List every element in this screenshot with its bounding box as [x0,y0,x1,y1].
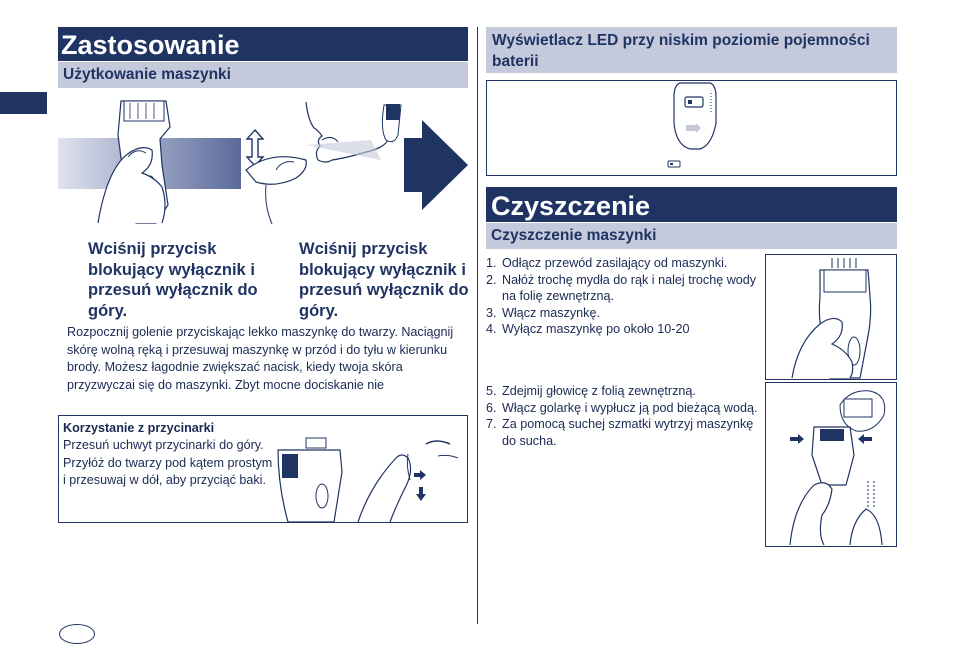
shaver-soap-illustration [772,256,890,378]
cleaning-step: 6. Włącz golarkę i wypłucz ją pod bieżącą wodą. [486,400,758,415]
cleaning-step: 2. Nałóż trochę mydła do rąk i nalej trochę wody na folię zewnętrzną. [486,272,757,303]
column-divider [477,27,478,624]
face-shaving-illustration [246,100,406,225]
trimmer-paragraph: Przesuń uchwyt przycinarki do góry. Przyłóż do twarzy pod kątem prostym i przesuwaj w dół, aby przyciąć baki. [63,438,273,487]
step-instruction-a: Wciśnij przycisk blokujący wyłącznik i przesuń wyłącznik do góry. [88,240,258,320]
section-title-usage: Zastosowanie [58,27,468,61]
cleaning-steps-group-2 [486,383,758,449]
cleaning-steps-group-1 [486,255,758,338]
section-subtitle-shaver-use: Użytkowanie maszynki [58,62,468,88]
shaver-rinse-illustration [770,385,894,545]
cleaning-step: 7. Za pomocą suchej szmatki wytrzyj maszynkę do sucha. [486,417,754,448]
section-subtitle-cleaning-shaver: Czyszczenie maszynki [486,223,897,249]
section-title-cleaning: Czyszczenie [486,187,897,222]
step-instruction-b: Wciśnij przycisk blokujący wyłącznik i przesuń wyłącznik do góry. [299,240,469,320]
led-shaver-illustration [670,83,720,173]
cleaning-step: 1. Odłącz przewód zasilający od maszynki. [486,256,728,270]
shaver-in-hand-illustration [58,95,248,225]
cleaning-step: 4. Wyłącz maszynkę po około 10-20 [486,322,690,336]
left-arrow-icon [858,434,872,444]
led-display-title: Wyświetlacz LED przy niskim poziomie pojemności baterii [486,27,897,73]
page-number-oval [59,624,95,644]
trimmer-illustration [278,436,468,522]
cleaning-step: 5. Zdejmij głowicę z folią zewnętrzną. [486,384,696,398]
trimmer-heading: Korzystanie z przycinarki [63,421,215,435]
side-language-tab [0,92,47,114]
right-arrow-icon [790,434,804,444]
right-arrow-icon [414,470,426,480]
down-arrow-icon [416,487,426,501]
cleaning-step: 3. Włącz maszynkę. [486,305,600,320]
shaving-intro-paragraph: Rozpocznij golenie przyciskając lekko maszynkę do twarzy. Naciągnij skórę wolną ręką i przesuwaj maszynkę w przód i do tyłu w kierunku brody. Możesz łagodnie zwiększać nacisk, kiedy twoja skóra przyzwyczai się do maszynki. Zbyt mocne dociskanie nie [67,325,454,392]
big-right-arrow-icon [404,120,468,210]
